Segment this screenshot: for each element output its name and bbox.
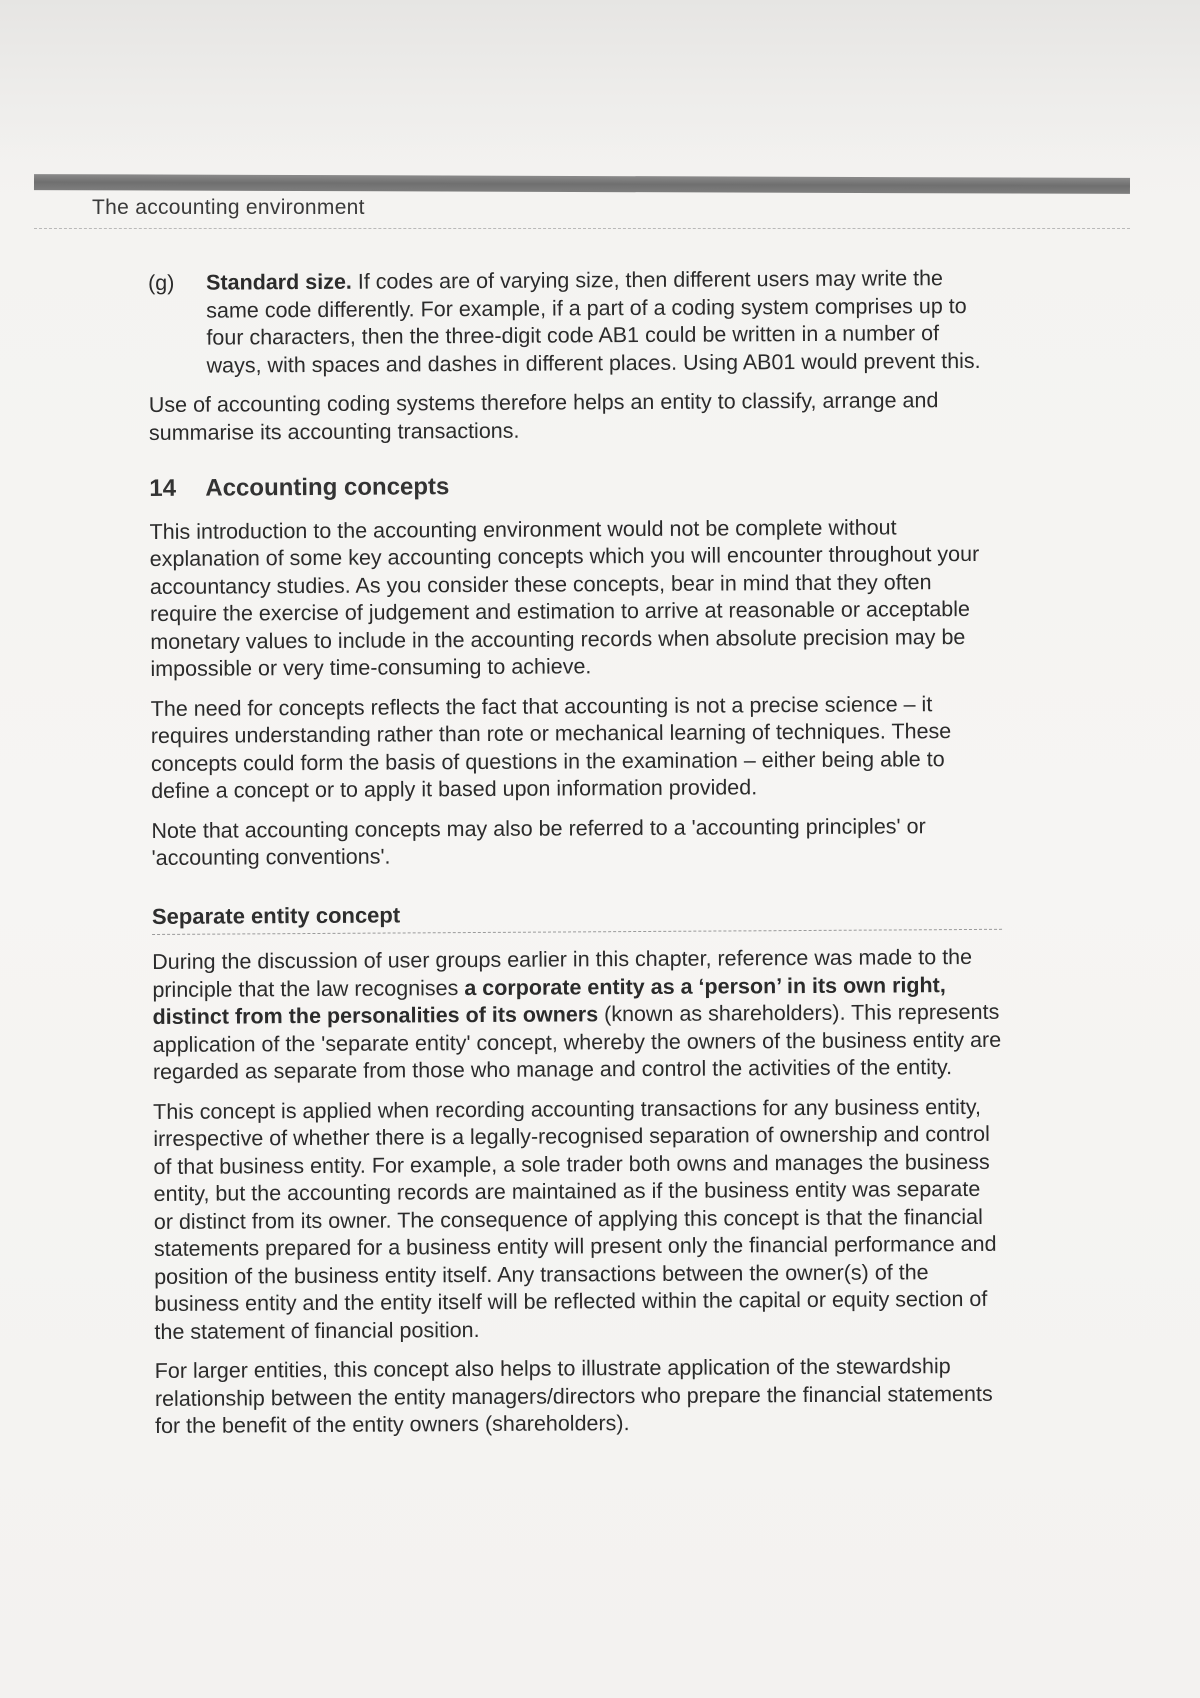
page-content — [148, 265, 1005, 1453]
page-top-shadow — [0, 0, 1200, 165]
paragraph-text: During the discussion of user groups earlier in this chapter, reference was made to the principle that the law recognises — [152, 944, 973, 1002]
header-bar — [34, 174, 1130, 194]
section-paragraph-3: Note that accounting concepts may also be referred to a 'accounting principles' or 'accounting conventions'. — [151, 813, 926, 870]
section-paragraph-1: This introduction to the accounting environment would not be complete without explanation of some key accounting concepts which you will encounter throughout your accountancy studies. As you consider these concepts, bear in mind that they often require the exercise of judgement and estimation to arrive at reasonable or acceptable monetary values to include in the accounting records when absolute precision may be impossible or very time-consuming to achieve. — [149, 514, 980, 681]
list-marker: (g) — [148, 270, 175, 295]
section-number: 14 — [149, 474, 177, 502]
section-heading — [149, 470, 999, 503]
paragraph-bold-text: a corporate entity as a ‘person’ in its own right, distinct from the personalities of its owners — [152, 972, 946, 1029]
section-paragraph-2: The need for concepts reflects the fact that accounting is not a precise science – it requires understanding rather than rote or mechanical learning of techniques. These concepts could form the basis of questions in the examination – either being able to define a concept or to apply it based upon information provided. — [150, 691, 952, 803]
separate-entity-paragraph-3: For larger entities, this concept also helps to illustrate application of the stewardship relationship between the entity managers/directors who prepare the financial statements for the benefit of the entity owners (shareholders). — [154, 1354, 993, 1438]
separate-entity-paragraph-2: This concept is applied when recording accounting transactions for any business entity, irrespective of whether there is a legally-recognised separation of ownership and control of that business entity. For example, a sole trader both owns and manages the business entity, but the accounting records are maintained as if the business entity was separate or distinct from its owner. The consequence of applying this concept is that the financial statements prepared for a business entity will present only the financial performance and position of the business entity itself. Any transactions between the owner(s) of the business entity and the entity itself will be reflected within the capital or equity section of the statement of financial position. — [153, 1094, 997, 1344]
list-item-text: If codes are of varying size, then different users may write the same code differently. For example, if a part of a coding system comprises up to four characters, then the three-digit code AB1 could be written in a number of ways, with spaces and dashes in different places. Using AB01 would prevent this. — [206, 266, 981, 378]
list-item-bold-lead: Standard size. — [206, 269, 352, 295]
subsection-heading: Separate entity concept — [151, 901, 401, 929]
header-rule — [34, 228, 1130, 229]
section-title: Accounting concepts — [205, 473, 450, 502]
summary-paragraph: Use of accounting coding systems therefore helps an entity to classify, arrange and summarise its accounting transactions. — [148, 388, 939, 445]
separate-entity-paragraph-1 — [152, 944, 1003, 1087]
running-head: The accounting environment — [92, 196, 365, 219]
list-item-body — [206, 265, 999, 380]
list-item-g — [148, 265, 999, 380]
paragraph-text: (known as shareholders). This represents application of the 'separate entity' concept, whereby the owners of the business entity are regarded as separate from those who manage and control the activities of the entity. — [152, 999, 1002, 1084]
